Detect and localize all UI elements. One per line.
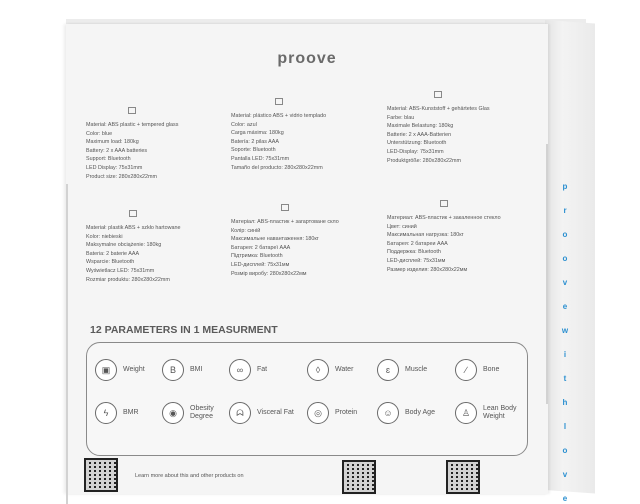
spec-line: Product size: 280x280x22mm	[86, 173, 158, 180]
flag-icon	[275, 98, 283, 105]
spec-line: Батарея: 2 батареи AAA	[387, 240, 448, 247]
fat-icon: ∞	[229, 359, 251, 381]
param-label: Protein	[335, 409, 358, 416]
spec-line: Support: Bluetooth	[86, 156, 131, 163]
spec-line: Kolor: niebieski	[86, 233, 123, 240]
side-letter: t	[563, 374, 567, 383]
qr-code	[342, 460, 376, 494]
box-front-panel	[66, 24, 548, 494]
spec-line: Material: plástico ABS + vidrio templado	[231, 113, 327, 119]
side-letter: v	[562, 278, 568, 287]
param-fat	[229, 359, 267, 381]
spec-block-ua	[231, 204, 339, 278]
side-letter: o	[562, 230, 568, 239]
side-letter: o	[562, 446, 568, 455]
spec-line: Batería: 2 pilas AAA	[231, 138, 279, 145]
param-lean-body	[455, 402, 516, 424]
spec-line: Unterstützung: Bluetooth	[387, 140, 447, 147]
param-obesity	[162, 402, 214, 424]
side-letter: r	[563, 206, 567, 215]
spec-block-es	[231, 98, 326, 172]
flag-icon	[281, 204, 289, 211]
spec-block-de	[387, 91, 490, 165]
spec-line: Підтримка: Bluetooth	[231, 253, 283, 260]
side-letter: i	[563, 350, 567, 359]
spec-line: LED-дисплей: 75x31мм	[387, 257, 446, 264]
bmi-icon: B	[162, 359, 184, 381]
spec-line: LED-Display: 75x31mm	[387, 148, 444, 155]
spec-block-en	[86, 107, 178, 181]
spec-line: Pantalla LED: 75x31mm	[231, 155, 290, 162]
spec-block-pl	[86, 210, 181, 284]
flag-icon	[129, 210, 137, 217]
param-label: Obesity Degree	[190, 405, 214, 420]
spec-line: Color: azul	[231, 121, 257, 128]
bmr-icon: ϟ	[95, 402, 117, 424]
person-icon: ☺	[377, 402, 399, 424]
flag-icon	[440, 200, 448, 207]
param-label: Lean Body Weight	[483, 405, 517, 420]
spec-line: Color: blue	[86, 130, 113, 137]
muscle-icon: ɛ	[377, 359, 399, 381]
spec-line: Rozmiar produktu: 280x280x22mm	[86, 276, 170, 283]
left-fold-line	[66, 184, 68, 504]
spec-line: Максимальне навантаження: 180кг	[231, 236, 319, 243]
spec-line: Bateria: 2 baterie AAA	[86, 250, 140, 257]
param-label: Muscle	[405, 366, 428, 373]
param-bmr	[95, 402, 139, 424]
param-visceral-fat	[229, 402, 294, 424]
bone-icon: ∕	[455, 359, 477, 381]
spec-line: Tamaño del producto: 280x280x22mm	[231, 164, 323, 171]
spec-line: Maximum load: 180kg	[86, 139, 139, 146]
right-fold-line	[546, 144, 548, 404]
side-letter: e	[562, 494, 568, 503]
side-slogan	[555, 182, 575, 503]
flag-icon	[434, 91, 442, 98]
spec-line: Battery: 2 x AAA batteries	[86, 147, 148, 154]
side-letter: w	[561, 326, 569, 335]
obesity-icon: ◉	[162, 402, 184, 424]
flag-icon	[128, 107, 136, 114]
param-label: Water	[335, 366, 354, 373]
spec-line: Цвет: синий	[387, 223, 417, 230]
spec-line: Колір: синій	[231, 227, 261, 234]
param-label: Bone	[483, 366, 500, 373]
spec-line: Material: ABS plastic + tempered glass	[86, 122, 179, 128]
spec-line: Размер изделия: 280x280x22мм	[387, 266, 468, 273]
param-label: Visceral Fat	[257, 409, 294, 416]
param-weight	[95, 359, 145, 381]
param-protein	[307, 402, 357, 424]
side-letter: p	[562, 182, 568, 191]
param-water	[307, 359, 353, 381]
side-letter: e	[562, 302, 568, 311]
qr-code	[446, 460, 480, 494]
side-letter: o	[562, 254, 568, 263]
spec-line: Carga máxima: 180kg	[231, 130, 284, 137]
param-muscle	[377, 359, 427, 381]
param-label: BMI	[190, 366, 203, 373]
side-letter: v	[562, 470, 568, 479]
side-letter: h	[562, 398, 568, 407]
spec-line: Maximale Belastung: 180kg	[387, 123, 454, 130]
param-label: BMR	[123, 409, 139, 416]
spec-line: LED-дисплей: 75x31мм	[231, 261, 290, 268]
spec-line: Produktgröße: 280x280x22mm	[387, 157, 462, 164]
spec-block-ru	[387, 200, 501, 274]
spec-line: Поддержка: Bluetooth	[387, 249, 441, 256]
spec-line: Максимальная нагрузка: 180кг	[387, 232, 464, 239]
spec-line: Материал: ABS-пластик + закаленное стекло	[387, 215, 501, 221]
learn-more-text: Learn more about this and other products on	[135, 473, 244, 479]
param-bone	[455, 359, 499, 381]
spec-line: Батарея: 2 батареї AAA	[231, 244, 291, 251]
spec-line: Wyświetlacz LED: 75x31mm	[86, 267, 155, 274]
spec-line: Soporte: Bluetooth	[231, 147, 276, 154]
spec-line: Maksymalne obciążenie: 180kg	[86, 242, 162, 249]
param-bmi	[162, 359, 202, 381]
param-label: Fat	[257, 366, 268, 373]
param-label: Weight	[123, 366, 145, 373]
qr-code	[84, 458, 118, 492]
spec-line: Materiał: plastik ABS + szkło hartowane	[86, 225, 181, 231]
params-panel	[86, 342, 528, 456]
params-title: 12 PARAMETERS IN 1 MEASURMENT	[90, 324, 278, 336]
scale-icon: ▣	[95, 359, 117, 381]
spec-line: Batterie: 2 x AAA-Batterien	[387, 131, 452, 138]
param-label: Body Age	[405, 409, 435, 416]
water-drop-icon: ◊	[307, 359, 329, 381]
protein-icon: ◎	[307, 402, 329, 424]
spec-line: Farbe: blau	[387, 114, 415, 121]
brand-logo: proove	[277, 50, 337, 67]
spec-line: Матеріал: ABS-пластик + загартоване скло	[231, 219, 339, 225]
spec-line: Розмір виробу: 280x280x22мм	[231, 270, 307, 277]
spec-line: Material: ABS-Kunststoff + gehärtetes Glas	[387, 106, 490, 112]
param-body-age	[377, 402, 435, 424]
body-icon: ♙	[455, 402, 477, 424]
side-letter: l	[563, 422, 567, 431]
spec-line: Wsparcie: Bluetooth	[86, 259, 135, 266]
spec-line: LED Display: 75x31mm	[86, 164, 143, 171]
lungs-icon: ᗣ	[229, 402, 251, 424]
